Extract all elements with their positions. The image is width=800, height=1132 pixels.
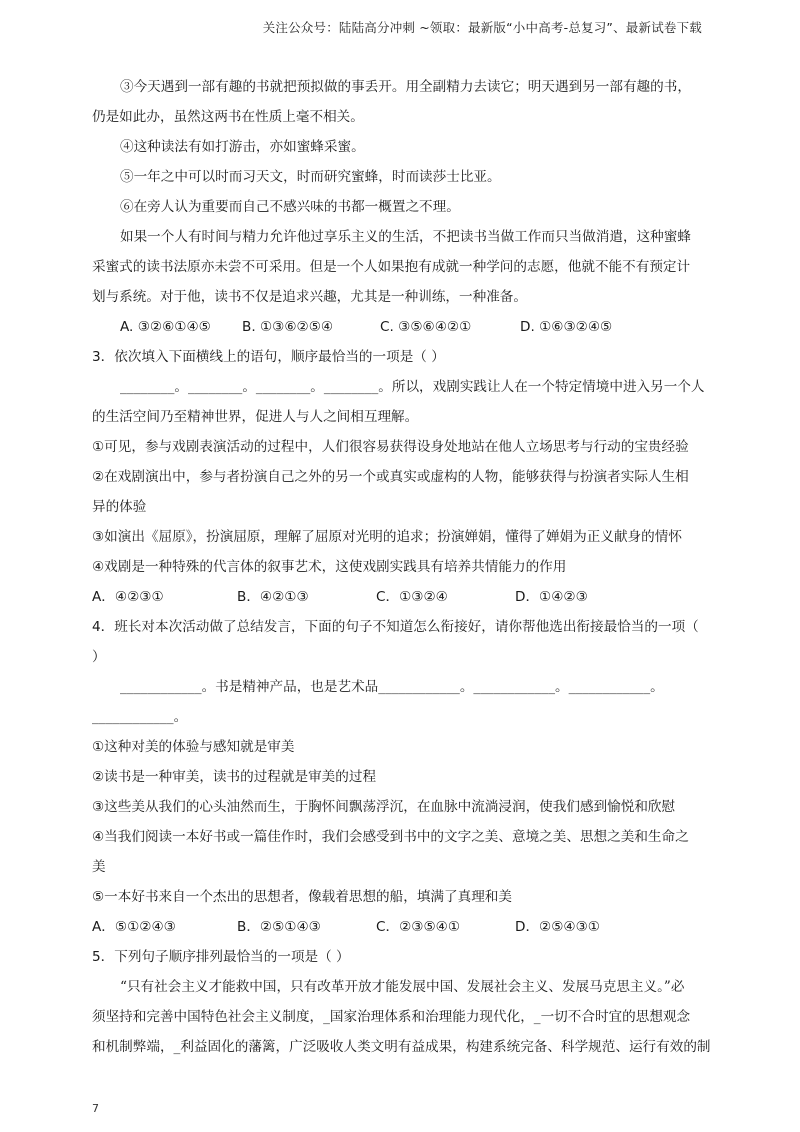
option-b[interactable]: B. ①③⑥②⑤④ <box>242 319 334 335</box>
option-c[interactable]: C．①③②④ <box>376 589 448 605</box>
choice-item: ③这些美从我们的心头油然而生，于胸怀间飘荡浮沉，在血脉中流淌浸润，使我们感到愉悦和欣慰 <box>92 799 676 815</box>
option-d[interactable]: D. ①⑥③②④⑤ <box>520 319 613 335</box>
page-content <box>92 72 712 1062</box>
question-stem: 5．下列句子顺序排列最恰当的一项是（ ） <box>92 949 350 965</box>
choice-item: ①可见，参与戏剧表演活动的过程中，人们很容易获得设身处地站在他人立场思考与行动的宝贵经验 <box>92 439 689 455</box>
page-header: 关注公众号：陆陆高分冲刺 ~领取：最新版“小中高考-总复习”、最新试卷下载 <box>262 20 702 35</box>
passage-line: “只有社会主义才能救中国，只有改革开放才能发展中国、发展社会主义、发展马克思主义。”必 <box>120 979 685 995</box>
choice-item: ②读书是一种审美，读书的过程就是审美的过程 <box>92 769 377 785</box>
text-line: ④这种读法有如打游击，亦如蜜蜂采蜜。 <box>120 139 365 155</box>
answer-options <box>92 582 712 612</box>
choice-item: 异的体验 <box>92 499 147 515</box>
passage-line: ________。________。________。________。所以，戏剧实践让人在一个特定情境中进入另一个人 <box>120 379 705 395</box>
option-b[interactable]: B．④②①③ <box>237 589 309 605</box>
text-line: ③今天遇到一部有趣的书就把预拟做的事丢开。用全副精力去读它；明天遇到另一部有趣的书， <box>120 79 691 95</box>
question-2-continuation <box>92 72 712 342</box>
text-line: 采蜜式的读书法原亦未尝不可采用。但是一个人如果抱有成就一种学问的志愿，他就不能不有预定计 <box>92 259 691 275</box>
option-b[interactable]: B．②⑤①④③ <box>237 919 321 935</box>
answer-options <box>92 912 712 942</box>
option-a[interactable]: A. ③②⑥①④⑤ <box>120 319 211 335</box>
choice-item: ①这种对美的体验与感知就是审美 <box>92 739 295 755</box>
passage-line: 和机制弊端，_利益固化的藩篱，广泛吸收人类文明有益成果，构建系统完备、科学规范、运行有效的制 <box>92 1039 711 1055</box>
answer-options <box>92 312 712 342</box>
page-number: 7 <box>92 1102 99 1115</box>
text-line: 划与系统。对于他，读书不仅是追求兴趣，尤其是一种训练，一种准备。 <box>92 289 527 305</box>
text-line: ⑥在旁人认为重要而自己不感兴味的书都一概置之不理。 <box>120 199 460 215</box>
question-stem: 4．班长对本次活动做了总结发言，下面的句子不知道怎么衔接好，请你帮他选出衔接最恰当的一项（ <box>92 619 699 635</box>
passage-line: 须坚持和完善中国特色社会主义制度，_国家治理体系和治理能力现代化，_一切不合时宜的思想观念 <box>92 1009 691 1025</box>
choice-item: ⑤一本好书来自一个杰出的思想者，像载着思想的船，填满了真理和美 <box>92 889 512 905</box>
question-5 <box>92 942 712 1062</box>
question-stem: 3．依次填入下面横线上的语句，顺序最恰当的一项是（ ） <box>92 349 445 365</box>
choice-item: ②在戏剧演出中，参与者扮演自己之外的另一个或真实或虚构的人物，能够获得与扮演者实际人生相 <box>92 469 689 485</box>
option-c[interactable]: C. ③⑤⑥④②① <box>380 319 472 335</box>
passage-line: 的生活空间乃至精神世界，促进人与人之间相互理解。 <box>92 409 419 425</box>
choice-item: ③如演出《屈原》，扮演屈原，理解了屈原对光明的追求；扮演婵娟，懂得了婵娟为正义献身的情怀 <box>92 529 682 545</box>
option-d[interactable]: D．①④②③ <box>515 589 588 605</box>
text-line: ⑤一年之中可以时而习天文，时而研究蜜蜂，时而读莎士比亚。 <box>120 169 501 185</box>
option-a[interactable]: A．⑤①②④③ <box>92 919 176 935</box>
text-line: 如果一个人有时间与精力允许他过享乐主义的生活，不把读书当做工作而只当做消遣，这种蜜蜂 <box>120 229 691 245</box>
option-a[interactable]: A．④②③① <box>92 589 164 605</box>
text-line: 仍是如此办，虽然这两书在性质上毫不相关。 <box>92 109 364 125</box>
question-4 <box>92 612 712 942</box>
choice-item: ④当我们阅读一本好书或一篇佳作时，我们会感受到书中的文字之美、意境之美、思想之美和生命之 <box>92 829 689 845</box>
choice-item: 美 <box>92 859 106 875</box>
passage-line: ____________。 <box>92 709 188 725</box>
question-3 <box>92 342 712 612</box>
choice-item: ④戏剧是一种特殊的代言体的叙事艺术，这使戏剧实践具有培养共情能力的作用 <box>92 559 567 575</box>
question-stem-cont: ） <box>92 649 106 665</box>
option-d[interactable]: D．②⑤④③① <box>515 919 600 935</box>
passage-line: ____________。书是精神产品，也是艺术品____________。____________。____________。 <box>120 679 664 695</box>
option-c[interactable]: C．②③⑤④① <box>376 919 461 935</box>
